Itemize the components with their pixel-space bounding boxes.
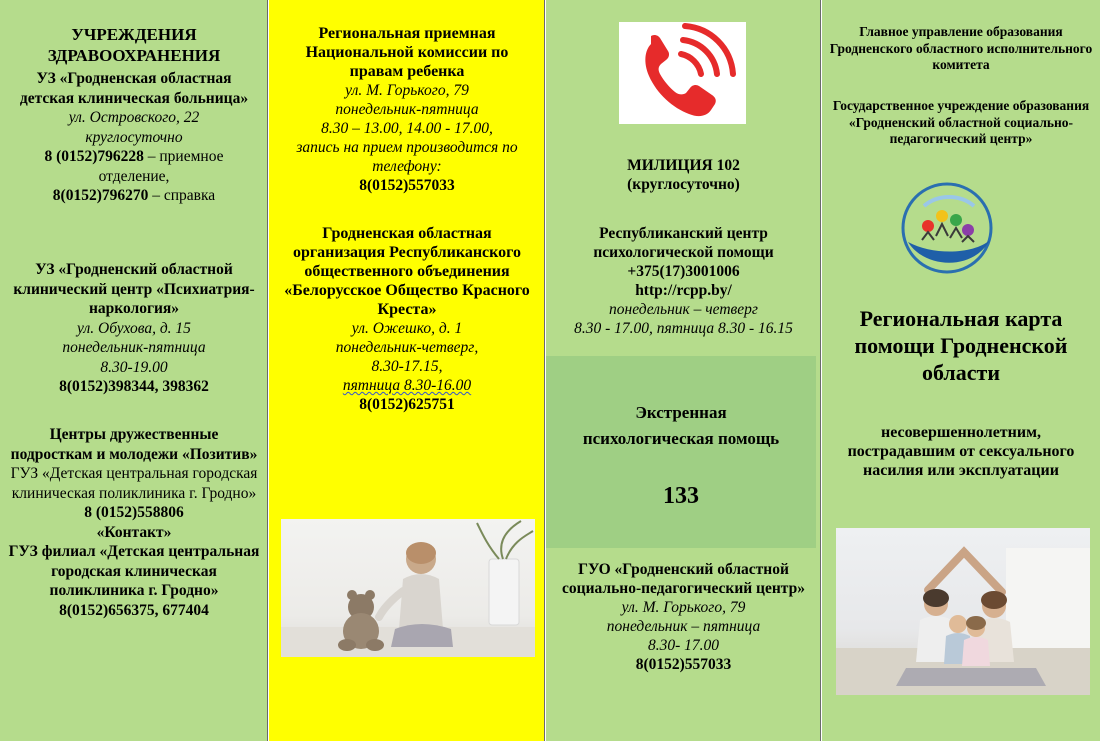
commission-column xyxy=(269,0,545,741)
red-cross-days: понедельник-четверг, xyxy=(335,339,479,356)
police-hours: (круглосуточно) xyxy=(627,176,740,193)
hospital-address: ул. Островского, 22 xyxy=(68,109,200,126)
narcology-name: УЗ «Гродненский областной клинический центр «Психиатрия-наркология» xyxy=(13,261,255,317)
child-with-teddy-image xyxy=(281,519,535,657)
contact-name: «Контакт» xyxy=(96,523,172,541)
brochure-subtitle: несовершеннолетним, пострадавшим от сексуального насилия или эксплуатации xyxy=(847,424,1075,479)
narcology-hours: 8.30-19.00 xyxy=(100,358,168,376)
commission-address: ул. М. Горького, 79 xyxy=(345,82,469,99)
red-cross-name: Гродненская областная организация Республиканского общественного объединения «Белорусское Общество Красного Креста» xyxy=(284,225,530,318)
brochure-title: Региональная карта помощи Гродненской области xyxy=(854,306,1068,385)
commission-days: понедельник-пятница xyxy=(335,101,479,118)
family-photo xyxy=(836,528,1090,695)
police-number: МИЛИЦИЯ 102 xyxy=(627,157,740,174)
narcology-address: ул. Обухова, д. 15 xyxy=(77,319,191,337)
narcology-block xyxy=(8,260,260,397)
hospital-name: УЗ «Гродненская областная детская клиническая больница» xyxy=(19,70,249,107)
center-logo-graphic xyxy=(894,180,1000,276)
red-cross-friday: пятница 8.30-16.00 xyxy=(342,377,472,394)
helplines-column xyxy=(546,0,821,741)
red-cross-hours: 8.30-17.15, xyxy=(371,358,443,375)
heading-line-1: УЧРЕЖДЕНИЯ xyxy=(71,25,197,44)
positive-org: ГУЗ «Детская центральная городская клиническая поликлиника г. Гродно» xyxy=(10,465,258,502)
psych-center-name: Республиканский центр психологической помощи xyxy=(593,225,774,261)
phone-icon-graphic xyxy=(619,22,746,124)
cover-column xyxy=(822,0,1100,741)
guo-block xyxy=(552,560,815,674)
commission-block xyxy=(277,24,537,195)
hospital-phone-2-note: – справка xyxy=(148,187,216,204)
emergency-title xyxy=(546,400,816,452)
education-department: Главное управление образования Гродненского областного исполнительного комитета xyxy=(829,24,1093,72)
positive-block xyxy=(8,425,260,620)
issuing-institution: Государственное учреждение образования «Гродненский областной социально-педагогический центр» xyxy=(832,98,1090,146)
guo-address: ул. М. Горького, 79 xyxy=(621,599,746,616)
positive-name: Центры дружественные подросткам и молодежи «Позитив» xyxy=(10,426,258,463)
guo-phone: 8(0152)557033 xyxy=(635,656,732,673)
contact-phone: 8(0152)656375, 677404 xyxy=(59,601,209,619)
hospital-block xyxy=(8,69,260,206)
emergency-title-line-2: психологическая помощь xyxy=(582,429,780,448)
commission-phone: 8(0152)557033 xyxy=(359,177,455,194)
police-block xyxy=(552,156,815,194)
contact-org: ГУЗ филиал «Детская центральная городская клиническая поликлиника г. Гродно» xyxy=(8,543,260,599)
commission-hours: 8.30 – 13.00, 14.00 - 17.00, xyxy=(321,120,493,137)
center-logo xyxy=(894,180,1000,276)
emergency-title-line-1: Экстренная xyxy=(635,403,727,422)
red-cross-phone: 8(0152)625751 xyxy=(359,396,455,413)
hospital-phone-info xyxy=(8,186,260,206)
psych-center-phone: +375(17)3001006 xyxy=(627,263,740,280)
red-cross-address: ул. Ожешко, д. 1 xyxy=(351,320,463,337)
hospital-hours: круглосуточно xyxy=(85,128,183,146)
psych-center-block xyxy=(552,224,815,338)
healthcare-heading xyxy=(8,24,260,66)
emergency-panel xyxy=(546,356,816,548)
guo-days: понедельник – пятница xyxy=(606,618,761,635)
guo-name: ГУО «Гродненский областной социально-педагогический центр» xyxy=(562,561,805,597)
positive-phone: 8 (0152)558806 xyxy=(84,504,184,521)
hospital-phone-1: 8 (0152)796228 xyxy=(44,148,144,165)
phone-icon xyxy=(619,22,746,124)
emergency-number: 133 xyxy=(663,483,699,509)
psych-center-hours: 8.30 - 17.00, пятница 8.30 - 16.15 xyxy=(574,320,793,337)
child-with-teddy-photo xyxy=(281,519,535,657)
hospital-phone-2: 8(0152)796270 xyxy=(52,187,149,204)
hospital-phone-1-note: – приемное отделение, xyxy=(98,148,224,185)
commission-note: запись на прием производится по телефону: xyxy=(296,139,518,175)
psych-center-days: понедельник – четверг xyxy=(609,301,758,318)
heading-line-2: ЗДРАВООХРАНЕНИЯ xyxy=(47,46,221,65)
narcology-days: понедельник-пятница xyxy=(62,339,206,356)
narcology-phone: 8(0152)398344, 398362 xyxy=(59,378,209,395)
healthcare-column xyxy=(0,0,268,741)
psych-center-url[interactable]: http://rcpp.by/ xyxy=(635,282,732,299)
commission-name: Региональная приемная Национальной комиссии по правам ребенка xyxy=(305,25,509,80)
hospital-phone-reception xyxy=(8,147,260,186)
red-cross-block xyxy=(277,224,537,414)
family-image xyxy=(836,528,1090,695)
guo-hours: 8.30- 17.00 xyxy=(647,637,720,654)
